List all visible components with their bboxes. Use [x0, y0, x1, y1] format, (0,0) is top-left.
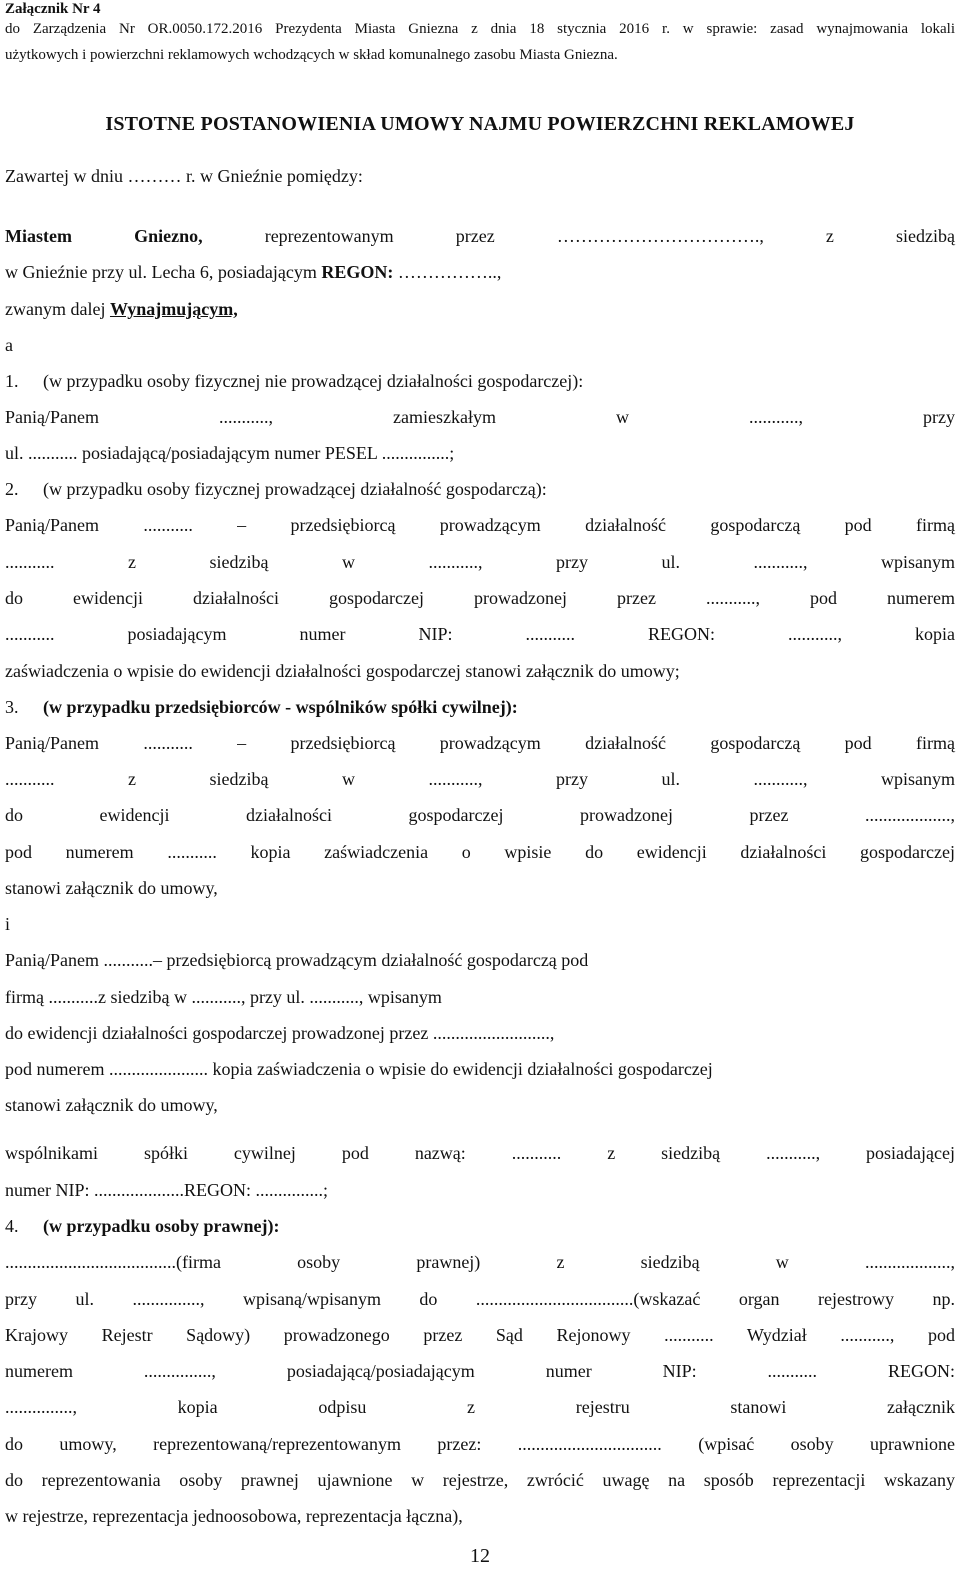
attachment-label: Załącznik Nr 4	[5, 1, 101, 17]
section-2-line: do ewidencji działalności gospodarczej prowadzonej przez ..........., pod numerem	[5, 588, 955, 608]
section-3-line: do ewidencji działalności gospodarczej prowadzonej przez ...................,	[5, 805, 955, 825]
section-3-line: stanowi załącznik do umowy,	[5, 878, 218, 898]
section-1-num: 1.	[5, 371, 19, 391]
regon-value: ……………..,	[397, 262, 502, 282]
section-3-line: Panią/Panem ...........– przedsiębiorcą prowadzącym działalność gospodarczą pod	[5, 950, 589, 970]
section-3-heading	[5, 695, 955, 719]
concluded-line: Zawartej w dniu ……… r. w Gnieźnie pomiędzy:	[5, 166, 363, 186]
section-3-line: ........... z siedzibą w ..........., przy ul. ..........., wpisanym	[5, 769, 955, 789]
called-prefix: zwanym dalej	[5, 299, 106, 319]
section-3-num: 3.	[5, 697, 19, 717]
address-text: w Gnieźnie przy ul. Lecha 6, posiadającym	[5, 262, 317, 282]
section-3-line: firmą ...........z siedzibą w ..........., przy ul. ..........., wpisanym	[5, 987, 442, 1007]
party-a-rest: reprezentowanym przez ……………………………., z siedzibą	[264, 226, 955, 246]
conjunction-a: a	[5, 335, 13, 355]
section-2-line: Panią/Panem ........... – przedsiębiorcą prowadzącym działalność gospodarczą pod firmą	[5, 515, 955, 535]
section-1-title: (w przypadku osoby fizycznej nie prowadzącej działalności gospodarczej):	[43, 371, 584, 391]
section-3-title: (w przypadku przedsiębiorców - wspólników spółki cywilnej):	[43, 697, 518, 717]
section-3-line: wspólnikami spółki cywilnej pod nazwą: ........... z siedzibą ..........., posiadającej	[5, 1143, 955, 1163]
section-2-heading	[5, 477, 955, 501]
party-a-name: Miastem Gniezno,	[5, 226, 203, 246]
page-number: 12	[470, 1545, 490, 1567]
conjunction-i: i	[5, 914, 11, 934]
header-line-1: do Zarządzenia Nr OR.0050.172.2016 Prezydenta Miasta Gniezna z dnia 18 stycznia 2016 r. w sprawie: zasad wynajmowania lokali	[5, 21, 955, 37]
section-3-line: pod numerem ........... kopia zaświadczenia o wpisie do ewidencji działalności gospodarczej	[5, 842, 955, 862]
section-1-line: ul. ........... posiadającą/posiadającym numer PESEL ...............;	[5, 443, 455, 463]
lessor-name: Wynajmującym,	[109, 299, 238, 319]
section-4-line: do umowy, reprezentowaną/reprezentowanym przez: ................................ (wpisać osoby uprawnione	[5, 1434, 955, 1454]
section-4-line: ......................................(firma osoby prawnej) z siedzibą w ...................,	[5, 1252, 955, 1272]
called-line	[5, 297, 955, 321]
section-2-line: zaświadczenia o wpisie do ewidencji działalności gospodarczej stanowi załącznik do umowy;	[5, 661, 680, 681]
section-2-line: ........... z siedzibą w ..........., przy ul. ..........., wpisanym	[5, 552, 955, 572]
section-4-line: numerem ..............., posiadającą/posiadającym numer NIP: ........... REGON:	[5, 1361, 955, 1381]
section-1-line: Panią/Panem ..........., zamieszkałym w ..........., przy	[5, 407, 955, 427]
section-3-line: do ewidencji działalności gospodarczej prowadzonej przez ..........................,	[5, 1023, 555, 1043]
document-title: ISTOTNE POSTANOWIENIA UMOWY NAJMU POWIERZCHNI REKLAMOWEJ	[105, 113, 855, 135]
section-4-line: Krajowy Rejestr Sądowy) prowadzonego przez Sąd Rejonowy ........... Wydział ..........., pod	[5, 1325, 955, 1345]
section-3-line: stanowi załącznik do umowy,	[5, 1095, 218, 1115]
section-4-line: przy ul. ..............., wpisaną/wpisanym do ...................................(wskazać organ rejestrowy np.	[5, 1289, 955, 1309]
header-line-2: użytkowych i powierzchni reklamowych wchodzących w skład komunalnego zasobu Miasta Gniezna.	[5, 47, 618, 63]
section-4-line: ..............., kopia odpisu z rejestru stanowi załącznik	[5, 1397, 955, 1417]
section-3-line: pod numerem ...................... kopia zaświadczenia o wpisie do ewidencji działalności gospodarczej	[5, 1059, 713, 1079]
party-a-line	[5, 224, 955, 248]
section-3-line: Panią/Panem ........... – przedsiębiorcą prowadzącym działalność gospodarczą pod firmą	[5, 733, 955, 753]
section-1-heading	[5, 369, 955, 393]
address-line	[5, 260, 955, 284]
section-4-heading	[5, 1214, 955, 1238]
regon-label: REGON:	[321, 262, 394, 282]
section-2-title: (w przypadku osoby fizycznej prowadzącej działalność gospodarczą):	[43, 479, 547, 499]
section-4-title: (w przypadku osoby prawnej):	[43, 1216, 280, 1236]
section-4-line: do reprezentowania osoby prawnej ujawnione w rejestrze, zwrócić uwagę na sposób reprezentacji wskazany	[5, 1470, 955, 1490]
section-4-num: 4.	[5, 1216, 19, 1236]
section-2-num: 2.	[5, 479, 19, 499]
section-4-line: w rejestrze, reprezentacja jednoosobowa, reprezentacja łączna),	[5, 1506, 463, 1526]
section-3-line: numer NIP: ....................REGON: ...............;	[5, 1180, 328, 1200]
section-2-line: ........... posiadającym numer NIP: ........... REGON: ..........., kopia	[5, 624, 955, 644]
